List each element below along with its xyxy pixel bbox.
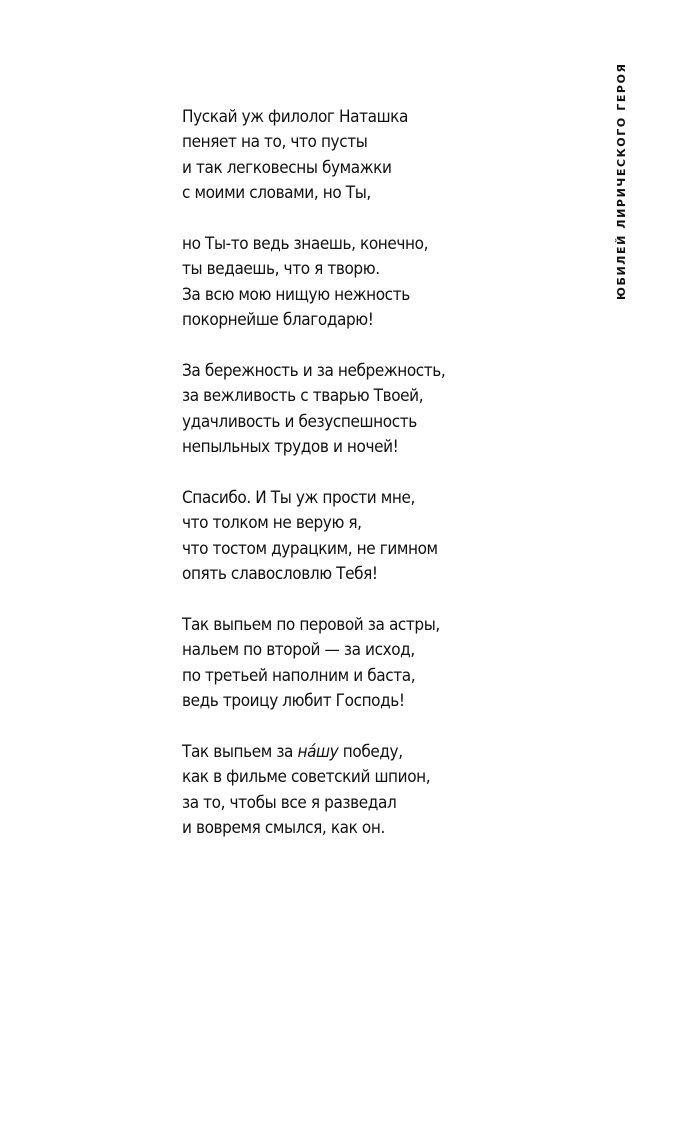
poem-line: что толком не верую я, [182,513,362,534]
poem-line: но Ты-то ведь знаешь, конечно, [182,234,429,255]
poem-line: как в фильме советский шпион, [182,767,431,788]
poem-line: За бережность и за небрежность, [182,361,446,382]
poem-line: Так выпьем по перовой за астры, [182,615,440,636]
poem-line: непыльных трудов и ночей! [182,437,399,458]
stanza-3 [182,359,582,461]
poem-line: за вежливость с тварью Твоей, [182,386,424,407]
stanza-6 [182,740,582,842]
poem-line: пеняет на то, что пусты [182,132,368,153]
poem-line: нальем по второй — за исход, [182,640,415,661]
poem-line: опять славословлю Тебя! [182,564,378,585]
poem-line: с моими словами, но Ты, [182,183,371,204]
poem-line: Спасибо. И Ты уж прости мне, [182,488,415,509]
emphasized-word: нáшу [297,742,339,763]
poem-line: что тостом дурацким, не гимном [182,538,438,559]
stanza-2 [182,232,582,334]
poem-line: Пускай уж филолог Наташка [182,107,408,127]
poem-line: по третьей наполним и баста, [182,665,416,686]
stanza-4 [182,486,582,588]
poem-line: За всю мою нищую нежность [182,284,410,305]
poem-line: за то, чтобы все я разведал [182,792,397,813]
stanza-1 [182,105,582,207]
line-text-before: Так выпьем за [182,742,298,763]
poem-line: и вовремя смылся, как он. [182,818,385,839]
poem-line: ты ведаешь, что я творю. [182,259,380,280]
line-text-after: победу, [338,742,403,763]
stanza-5 [182,613,582,715]
poem-line: и так легковесны бумажки [182,157,392,178]
poem-line: покорнейше благодарю! [182,310,374,331]
poem-line-with-emphasis [182,740,582,765]
running-head: ЮБИЛЕЙ ЛИРИЧЕСКОГО ГЕРОЯ [615,62,628,300]
poem-body [182,105,582,867]
poem-line: ведь троицу любит Господь! [182,691,405,712]
poem-line: удачливость и безуспешность [182,411,417,432]
